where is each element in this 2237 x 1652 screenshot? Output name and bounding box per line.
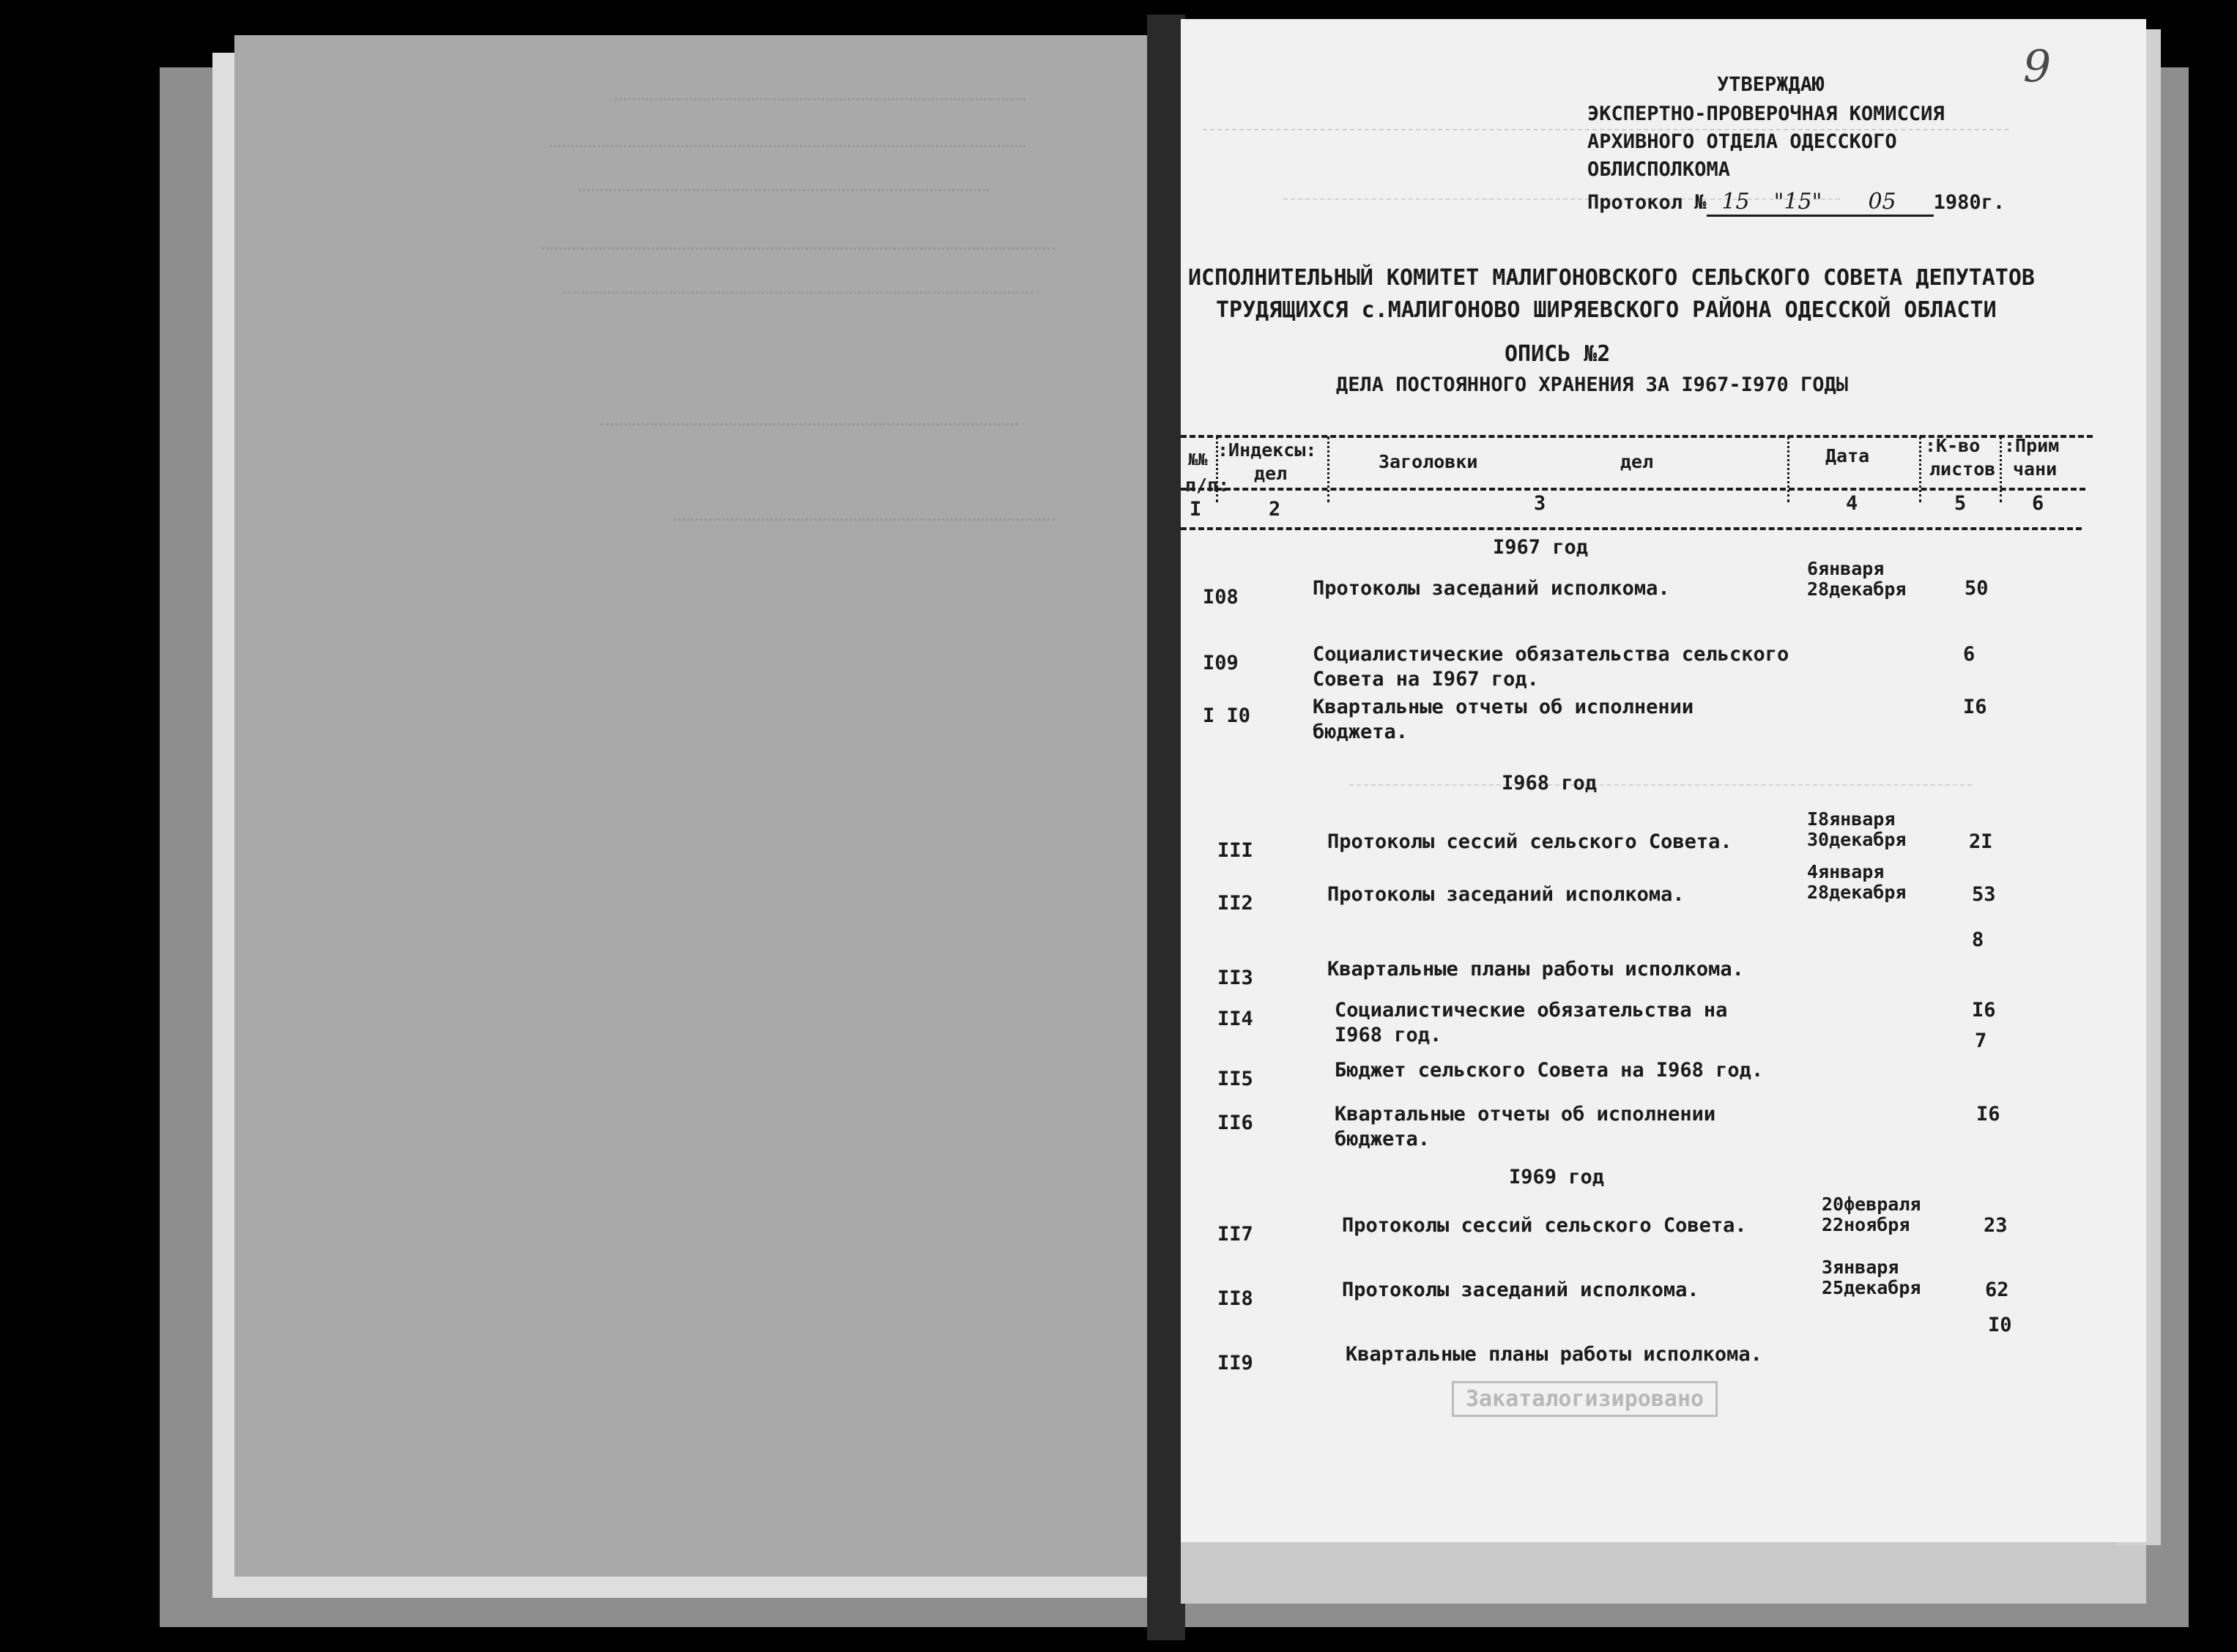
col-title-b: дел bbox=[1620, 451, 1654, 472]
organization-line-1: ИСПОЛНИТЕЛЬНЫЙ КОМИТЕТ МАЛИГОНОВСКОГО СЕЛЬСКОГО СОВЕТА ДЕПУТАТОВ bbox=[1188, 265, 2035, 291]
row-date: 3января bbox=[1822, 1257, 1899, 1278]
approval-department: АРХИВНОГО ОТДЕЛА ОДЕССКОГО bbox=[1587, 130, 1897, 153]
col-index-a: :Индексы: bbox=[1217, 439, 1317, 461]
col-number-3: 3 bbox=[1534, 492, 1546, 515]
row-sheets: I6 bbox=[1976, 1103, 2000, 1125]
row-sheets: 62 bbox=[1985, 1279, 2009, 1301]
col-separator bbox=[1787, 436, 1789, 502]
col-date: Дата bbox=[1825, 445, 1870, 466]
inventory-number: ОПИСЬ №2 bbox=[1505, 341, 1611, 367]
row-title: Квартальные отчеты об исполнении bbox=[1313, 696, 1694, 718]
row-index: I I0 bbox=[1203, 704, 1251, 727]
row-title: бюджета. bbox=[1335, 1128, 1431, 1150]
col-notes-a: :Прим bbox=[2004, 435, 2060, 456]
row-title: I968 год. bbox=[1335, 1024, 1442, 1046]
row-index: I09 bbox=[1203, 652, 1239, 674]
row-sheets: 6 bbox=[1963, 643, 1976, 666]
protocol-prefix: Протокол № bbox=[1587, 191, 1707, 214]
protocol-month: 05 bbox=[1831, 189, 1934, 217]
row-title: Квартальные планы работы исполкома. bbox=[1327, 958, 1744, 981]
row-index: II9 bbox=[1217, 1352, 1253, 1374]
col-separator bbox=[1327, 436, 1329, 502]
col-number-4: 4 bbox=[1846, 492, 1858, 515]
col-number-2: 2 bbox=[1269, 498, 1281, 521]
row-date: 22ноября bbox=[1822, 1214, 1910, 1235]
table-rule-mid bbox=[1181, 488, 2085, 491]
row-index: II2 bbox=[1217, 892, 1253, 915]
year-header-1967: I967 год bbox=[1493, 536, 1589, 559]
year-header-1969: I969 год bbox=[1509, 1166, 1605, 1188]
book-spine bbox=[1147, 15, 1185, 1640]
row-sheets: I6 bbox=[1972, 999, 1996, 1022]
row-sheets: 23 bbox=[1984, 1214, 2008, 1237]
approval-title: УТВЕРЖДАЮ bbox=[1717, 73, 1825, 96]
row-index: II8 bbox=[1217, 1287, 1253, 1310]
row-date: 4января bbox=[1807, 861, 1885, 882]
row-title: Квартальные планы работы исполкома. bbox=[1346, 1343, 1762, 1366]
col-separator bbox=[2000, 436, 2002, 502]
approval-oblispolkom: ОБЛИСПОЛКОМА bbox=[1587, 158, 1731, 181]
page-number: 9 bbox=[2023, 41, 2052, 92]
row-sheets: 2I bbox=[1969, 830, 1993, 853]
col-sheets-a: :К-во bbox=[1925, 435, 1981, 456]
ghost-ink-line bbox=[601, 423, 1018, 447]
row-index: II4 bbox=[1217, 1008, 1253, 1030]
row-sheets: 7 bbox=[1975, 1030, 1987, 1052]
row-sheets: I6 bbox=[1963, 696, 1987, 718]
approval-protocol bbox=[1587, 189, 2005, 217]
row-index: II7 bbox=[1217, 1223, 1253, 1246]
col-title-a: Заголовки bbox=[1379, 451, 1478, 472]
row-date: I8января bbox=[1807, 808, 1896, 830]
ghost-ink-line bbox=[579, 189, 989, 213]
approval-commission: ЭКСПЕРТНО-ПРОВЕРОЧНАЯ КОМИССИЯ bbox=[1587, 103, 1945, 125]
col-sheets-b: листов bbox=[1929, 458, 1996, 480]
row-index: I08 bbox=[1203, 586, 1239, 609]
row-title: Протоколы сессий сельского Совета. bbox=[1327, 830, 1732, 853]
row-date: 6января bbox=[1807, 558, 1885, 579]
protocol-number: 15 bbox=[1707, 189, 1765, 217]
catalogued-stamp: Закаталогизировано bbox=[1452, 1381, 1718, 1417]
row-title: Протоколы заседаний исполкома. bbox=[1342, 1279, 1699, 1301]
ghost-ink-line bbox=[674, 518, 1055, 543]
inventory-subtitle: ДЕЛА ПОСТОЯННОГО ХРАНЕНИЯ ЗА I967-I970 ГОДЫ bbox=[1336, 373, 1848, 396]
row-sheets: 53 bbox=[1972, 883, 1996, 906]
row-title: Бюджет сельского Совета на I968 год. bbox=[1335, 1059, 1764, 1082]
row-sheets: I0 bbox=[1988, 1314, 2012, 1336]
row-index: III bbox=[1217, 839, 1253, 862]
row-date: 28декабря bbox=[1807, 578, 1907, 600]
row-sheets: 50 bbox=[1965, 577, 1989, 600]
col-number-6: 6 bbox=[2032, 492, 2044, 515]
row-index: II6 bbox=[1217, 1112, 1253, 1134]
row-title: Совета на I967 год. bbox=[1313, 668, 1539, 691]
left-page-blank bbox=[234, 35, 1179, 1577]
ghost-ink-line bbox=[564, 291, 1033, 316]
protocol-year: 1980г. bbox=[1933, 191, 2006, 214]
row-index: II5 bbox=[1217, 1068, 1253, 1090]
row-date: 20февраля bbox=[1822, 1194, 1921, 1215]
protocol-day: "15" bbox=[1765, 189, 1831, 217]
col-index-b: дел bbox=[1254, 463, 1288, 484]
row-date: 28декабря bbox=[1807, 882, 1907, 903]
col-num-a: №№ bbox=[1188, 451, 1208, 469]
row-title: Социалистические обязательства сельского bbox=[1313, 643, 1789, 666]
row-index: II3 bbox=[1217, 967, 1253, 989]
row-title: Протоколы заседаний исполкома. bbox=[1327, 883, 1685, 906]
row-title: бюджета. bbox=[1313, 721, 1409, 743]
row-title: Протоколы сессий сельского Совета. bbox=[1342, 1214, 1747, 1237]
ghost-ink-line bbox=[542, 248, 1055, 272]
table-rule-bottom bbox=[1181, 527, 2082, 530]
year-header-1968: I968 год bbox=[1502, 772, 1598, 795]
ghost-ink-line bbox=[615, 98, 1025, 122]
row-date: 30декабря bbox=[1807, 829, 1907, 850]
row-title: Социалистические обязательства на bbox=[1335, 999, 1728, 1022]
col-num-b: п/п: bbox=[1185, 475, 1230, 496]
col-number-1: I bbox=[1190, 498, 1202, 521]
inventory-page bbox=[1181, 19, 2146, 1542]
row-title: Квартальные отчеты об исполнении bbox=[1335, 1103, 1716, 1125]
organization-line-2: ТРУДЯЩИХСЯ с.МАЛИГОНОВО ШИРЯЕВСКОГО РАЙОНА ОДЕССКОЙ ОБЛАСТИ bbox=[1216, 297, 1997, 323]
bleed-through-line bbox=[1349, 784, 1972, 786]
col-separator bbox=[1919, 436, 1921, 502]
col-number-5: 5 bbox=[1954, 492, 1967, 515]
col-separator bbox=[1216, 436, 1218, 502]
row-sheets: 8 bbox=[1972, 929, 1984, 951]
row-title: Протоколы заседаний исполкома. bbox=[1313, 577, 1670, 600]
col-notes-b: чани bbox=[2013, 458, 2058, 480]
ghost-ink-line bbox=[549, 145, 1025, 169]
row-date: 25декабря bbox=[1822, 1277, 1921, 1298]
